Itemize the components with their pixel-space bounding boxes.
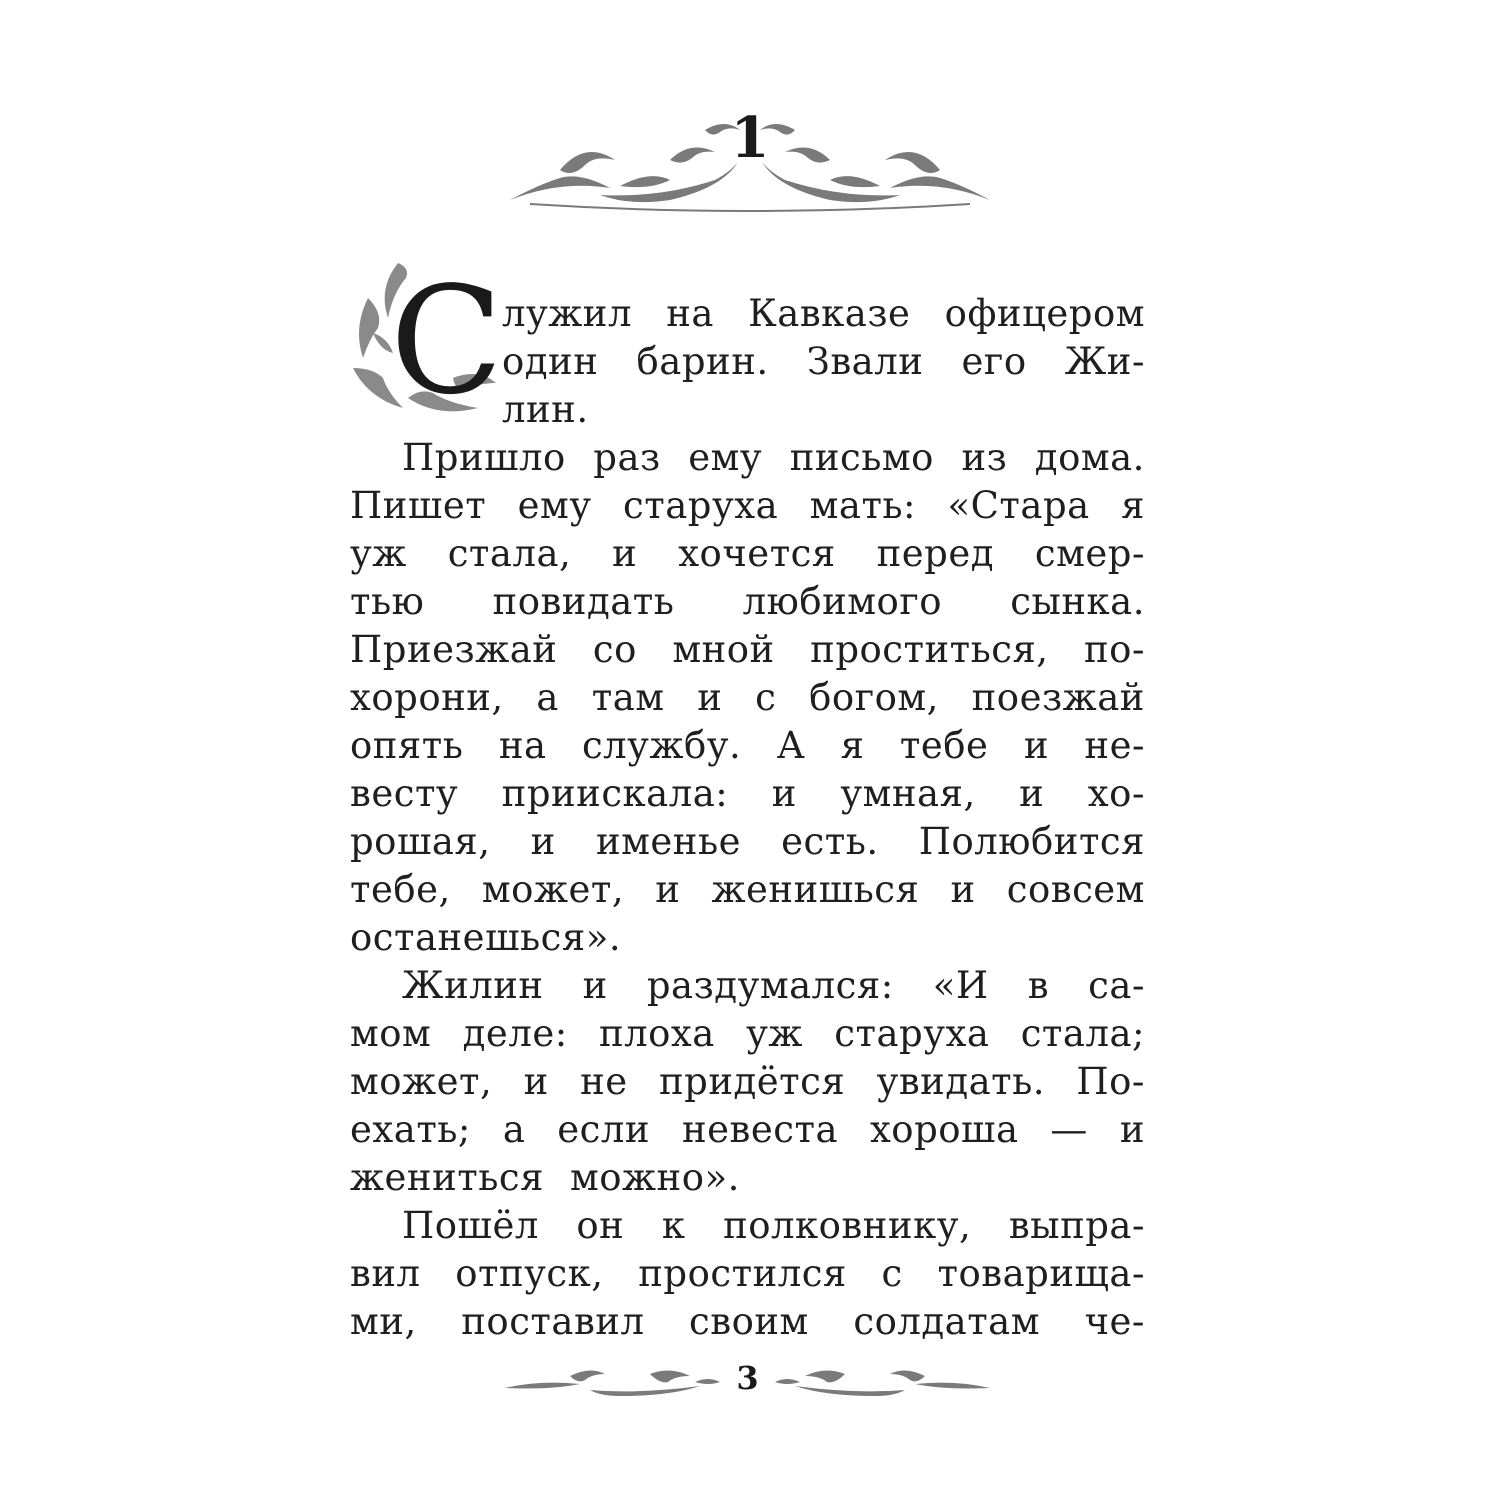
word: и xyxy=(582,964,608,1007)
word: Пришло xyxy=(402,436,566,479)
word: выпра- xyxy=(1008,1204,1145,1247)
word: офицером xyxy=(944,292,1145,335)
word: лужил xyxy=(502,292,632,335)
word: со xyxy=(592,628,637,671)
word: барин. xyxy=(636,340,769,383)
word: и xyxy=(771,772,797,815)
word: уж xyxy=(350,532,407,575)
text-line xyxy=(350,1010,1145,1058)
word: опять xyxy=(350,724,464,767)
word: хорони, xyxy=(350,676,504,719)
text-line xyxy=(350,482,1145,530)
word: тебе, xyxy=(350,868,451,911)
word: раздумался: xyxy=(646,964,894,1007)
word: мом xyxy=(350,1012,432,1055)
text-line xyxy=(350,674,1145,722)
word: на xyxy=(666,292,714,335)
word: и xyxy=(950,868,976,911)
word: он xyxy=(576,1204,625,1247)
word: Жилин xyxy=(402,964,544,1007)
word: может, xyxy=(350,1060,493,1103)
word: его xyxy=(961,340,1027,383)
word: «И xyxy=(932,964,989,1007)
word: ехать; xyxy=(350,1108,471,1151)
word: старуха xyxy=(623,484,779,527)
word: по- xyxy=(1084,628,1145,671)
word: Полюбится xyxy=(918,820,1145,863)
word: а xyxy=(502,1108,526,1151)
word: можно». xyxy=(569,1156,740,1199)
text-line xyxy=(502,386,1145,434)
word: солдатам xyxy=(853,1300,1041,1343)
word: товарища- xyxy=(937,1252,1145,1295)
word: письмо xyxy=(789,436,934,479)
word: поставил xyxy=(461,1300,645,1343)
word: и xyxy=(612,532,638,575)
word: останешься». xyxy=(350,916,622,959)
text-line xyxy=(350,578,1145,626)
text-line xyxy=(350,1058,1145,1106)
word: тью xyxy=(350,580,425,623)
word: проститься, xyxy=(810,628,1049,671)
word: любимого xyxy=(742,580,942,623)
text-line xyxy=(350,530,1145,578)
word: ми, xyxy=(350,1300,417,1343)
word: я xyxy=(1121,484,1145,527)
word: и xyxy=(1023,724,1050,767)
word: мать: xyxy=(809,484,917,527)
word: один xyxy=(502,340,599,383)
word: богом, xyxy=(809,676,939,719)
word: повидать xyxy=(492,580,675,623)
word: вил xyxy=(350,1252,421,1295)
word: в xyxy=(1027,964,1050,1007)
word: Пишет xyxy=(350,484,487,527)
word: с xyxy=(881,1252,903,1295)
word: не- xyxy=(1084,724,1145,767)
word: стала; xyxy=(1020,1012,1145,1055)
word: дома. xyxy=(1034,436,1145,479)
word: са- xyxy=(1088,964,1145,1007)
word: плоха xyxy=(598,1012,715,1055)
word: весту xyxy=(350,772,459,815)
text-line xyxy=(350,770,1145,818)
word: поезжай xyxy=(971,676,1145,719)
word: а xyxy=(536,676,559,719)
dropcap-letter: С xyxy=(390,255,504,427)
text-line xyxy=(502,338,1145,386)
word: есть. xyxy=(781,820,879,863)
text-line xyxy=(350,722,1145,770)
word: с xyxy=(755,676,777,719)
dropcap xyxy=(348,255,504,427)
word: смер- xyxy=(1034,532,1145,575)
page-number: 3 xyxy=(736,1359,759,1397)
text-line xyxy=(350,434,1145,482)
text-line xyxy=(350,1202,1145,1250)
word: из xyxy=(961,436,1008,479)
word: жениться xyxy=(350,1156,544,1199)
word: че- xyxy=(1084,1300,1145,1343)
word: придётся xyxy=(659,1060,846,1103)
word: именье xyxy=(595,820,741,863)
word: Пошёл xyxy=(402,1204,539,1247)
word: хочется xyxy=(678,532,836,575)
word: и xyxy=(655,868,681,911)
word: — xyxy=(1050,1108,1088,1151)
word: А xyxy=(776,724,806,767)
text-line xyxy=(350,818,1145,866)
text-line xyxy=(350,1250,1145,1298)
word: «Стара xyxy=(947,484,1090,527)
word: не xyxy=(580,1060,628,1103)
page-footer xyxy=(500,1358,995,1408)
word: и xyxy=(1119,1108,1145,1151)
word: хо- xyxy=(1087,772,1145,815)
word: к xyxy=(661,1204,686,1247)
word: раз xyxy=(593,436,661,479)
word: увидать. xyxy=(876,1060,1046,1103)
word: полковнику, xyxy=(723,1204,972,1247)
word: стала, xyxy=(447,532,572,575)
word: там xyxy=(591,676,665,719)
text-line xyxy=(350,914,1145,962)
word: хороша xyxy=(869,1108,1019,1151)
word: деле: xyxy=(462,1012,568,1055)
word: ему xyxy=(688,436,763,479)
word: совсем xyxy=(1006,868,1145,911)
word: тебе xyxy=(899,724,989,767)
word: и xyxy=(523,1060,549,1103)
word: лин. xyxy=(502,388,589,431)
word: Звали xyxy=(806,340,924,383)
word: и xyxy=(697,676,723,719)
word: и xyxy=(530,820,556,863)
word: перед xyxy=(876,532,995,575)
word: рошая, xyxy=(350,820,491,863)
word: сынка. xyxy=(1010,580,1145,623)
word: своим xyxy=(689,1300,809,1343)
text-line xyxy=(350,1154,1145,1202)
word: отпуск, xyxy=(455,1252,604,1295)
word: По- xyxy=(1076,1060,1145,1103)
word: и xyxy=(1019,772,1045,815)
text-line xyxy=(350,1106,1145,1154)
word: мной xyxy=(672,628,775,671)
word: может, xyxy=(481,868,625,911)
word: невеста xyxy=(681,1108,839,1151)
chapter-header xyxy=(500,100,1000,220)
text-line xyxy=(350,866,1145,914)
word: ему xyxy=(517,484,592,527)
word: умная, xyxy=(840,772,976,815)
word: я xyxy=(840,724,865,767)
text-line xyxy=(502,290,1145,338)
chapter-number: 1 xyxy=(730,105,770,171)
text-line xyxy=(350,1298,1145,1346)
word: уж xyxy=(746,1012,803,1055)
word: женишься xyxy=(711,868,920,911)
word: если xyxy=(557,1108,651,1151)
text-line xyxy=(350,962,1145,1010)
word: простился xyxy=(638,1252,847,1295)
word: старуха xyxy=(834,1012,990,1055)
word: Кавказе xyxy=(748,292,911,335)
text-line xyxy=(350,626,1145,674)
word: на xyxy=(498,724,547,767)
word: службу. xyxy=(581,724,742,767)
word: приискала: xyxy=(501,772,729,815)
word: Приезжай xyxy=(350,628,558,671)
word: Жи- xyxy=(1064,340,1145,383)
